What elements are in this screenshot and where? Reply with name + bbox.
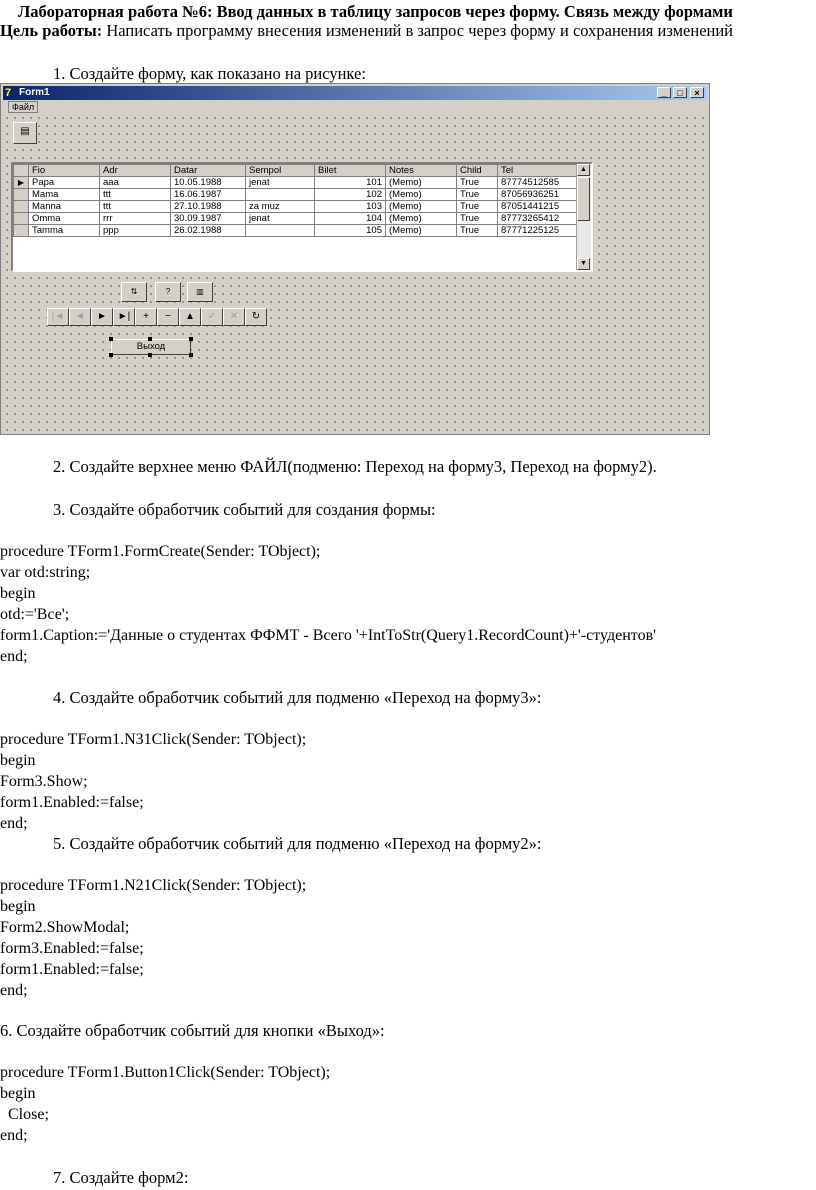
grid-cell[interactable]: 87773265412 xyxy=(498,213,585,225)
grid-cell[interactable]: 87771225125 xyxy=(498,225,585,237)
grid-cell[interactable]: Omma xyxy=(29,213,100,225)
code-line: end; xyxy=(0,648,28,665)
code-line: end; xyxy=(0,815,28,832)
mainmenu-component-icon[interactable]: ▤ xyxy=(13,122,37,144)
grid-cell[interactable]: 87056936251 xyxy=(498,189,585,201)
grid-cell[interactable]: 101 xyxy=(315,177,386,189)
exit-button[interactable]: Выход xyxy=(111,339,191,355)
grid-cell[interactable]: 10.05.1988 xyxy=(171,177,246,189)
grid-cell[interactable]: (Memo) xyxy=(386,189,457,201)
grid-table xyxy=(13,164,585,237)
menu-file[interactable]: Файл xyxy=(8,101,38,113)
grid-cell[interactable]: True xyxy=(457,177,498,189)
code-line: otd:='Все'; xyxy=(0,606,70,623)
code-n31click xyxy=(0,729,306,834)
grid-cell[interactable]: (Memo) xyxy=(386,213,457,225)
grid-cell[interactable]: jenat xyxy=(246,213,315,225)
code-line: begin xyxy=(0,585,36,602)
db-navigator xyxy=(47,308,267,326)
code-line: begin xyxy=(0,898,36,915)
goal-label: Цель работы: xyxy=(0,21,103,40)
dbgrid[interactable] xyxy=(11,162,593,272)
row-indicator xyxy=(14,213,29,225)
column-header-fio[interactable]: Fio xyxy=(29,165,100,177)
step-5: 5. Создайте обработчик событий для подменю «Переход на форму2»: xyxy=(53,834,542,853)
grid-cell[interactable]: (Memo) xyxy=(386,201,457,213)
grid-cell[interactable]: (Memo) xyxy=(386,177,457,189)
grid-cell[interactable]: ttt xyxy=(100,201,171,213)
column-header-sempol[interactable]: Sempol xyxy=(246,165,315,177)
grid-cell[interactable]: 30.09.1987 xyxy=(171,213,246,225)
column-header-adr[interactable]: Adr xyxy=(100,165,171,177)
column-header-tel[interactable]: Tel xyxy=(498,165,585,177)
grid-cell[interactable]: Tamma xyxy=(29,225,100,237)
nav-refresh-icon[interactable]: ↻ xyxy=(245,308,267,326)
nav-last-icon[interactable]: ►| xyxy=(113,308,135,326)
column-header-bilet[interactable]: Bilet xyxy=(315,165,386,177)
code-line: form1.Caption:='Данные о студентах ФФМТ - Всего '+IntToStr(Query1.RecordCount)+'-студентов' xyxy=(0,627,657,644)
step-2: 2. Создайте верхнее меню ФАЙЛ(подменю: Переход на форму3, Переход на форму2). xyxy=(53,457,657,476)
step-3: 3. Создайте обработчик событий для создания формы: xyxy=(53,500,436,519)
selection-handle xyxy=(148,353,152,357)
grid-cell[interactable]: 87774512585 xyxy=(498,177,585,189)
row-indicator xyxy=(14,201,29,213)
code-line: Form3.Show; xyxy=(0,773,88,790)
scroll-up-icon[interactable]: ▲ xyxy=(577,164,590,176)
menu-bar xyxy=(3,101,707,113)
code-line: procedure TForm1.Button1Click(Sender: TObject); xyxy=(0,1064,331,1081)
code-button1click xyxy=(0,1062,330,1146)
delphi-icon: 7 xyxy=(5,87,12,99)
grid-cell[interactable]: (Memo) xyxy=(386,225,457,237)
grid-cell[interactable]: 103 xyxy=(315,201,386,213)
code-line: begin xyxy=(0,752,36,769)
nav-next-icon[interactable]: ► xyxy=(91,308,113,326)
grid-cell[interactable]: ttt xyxy=(100,189,171,201)
column-header-datar[interactable]: Datar xyxy=(171,165,246,177)
grid-cell[interactable]: 102 xyxy=(315,189,386,201)
scroll-thumb[interactable] xyxy=(577,177,590,221)
nav-prior-icon[interactable]: ◄ xyxy=(69,308,91,326)
selection-handle xyxy=(109,353,113,357)
code-line: procedure TForm1.N31Click(Sender: TObject); xyxy=(0,731,307,748)
grid-corner xyxy=(14,165,29,177)
step-6: 6. Создайте обработчик событий для кнопки «Выход»: xyxy=(0,1021,385,1040)
grid-cell[interactable] xyxy=(246,189,315,201)
code-line: end; xyxy=(0,982,28,999)
grid-cell[interactable]: True xyxy=(457,225,498,237)
form1-window xyxy=(0,83,710,435)
grid-cell[interactable]: rrr xyxy=(100,213,171,225)
row-indicator xyxy=(14,189,29,201)
grid-cell[interactable]: Papa xyxy=(29,177,100,189)
code-line: form3.Enabled:=false; xyxy=(0,940,144,957)
row-indicator xyxy=(14,225,29,237)
selection-handle xyxy=(148,337,152,341)
code-line: end; xyxy=(0,1127,28,1144)
nav-insert-icon[interactable]: + xyxy=(135,308,157,326)
grid-header-row xyxy=(14,165,585,177)
grid-cell[interactable]: aaa xyxy=(100,177,171,189)
grid-cell[interactable]: 87051441215 xyxy=(498,201,585,213)
datasource-component-icon[interactable]: ⇅ xyxy=(121,282,147,302)
code-line: procedure TForm1.FormCreate(Sender: TObject); xyxy=(0,543,321,560)
document-title: Лабораторная работа №6: Ввод данных в таблицу запросов через форму. Связь между формами xyxy=(18,2,733,21)
grid-cell[interactable]: 27.10.1988 xyxy=(171,201,246,213)
table-component-icon[interactable]: ▥ xyxy=(187,282,213,302)
table-row[interactable] xyxy=(14,201,585,213)
goal-text: Написать программу внесения изменений в запрос через форму и сохранения изменений xyxy=(102,21,734,40)
selection-handle xyxy=(189,337,193,341)
grid-cell[interactable]: Mama xyxy=(29,189,100,201)
scroll-down-icon[interactable]: ▼ xyxy=(577,258,590,270)
grid-cell[interactable]: True xyxy=(457,213,498,225)
code-line: form1.Enabled:=false; xyxy=(0,961,144,978)
step-7: 7. Создайте форм2: xyxy=(53,1168,189,1187)
window-titlebar xyxy=(3,86,707,100)
window-caption: Form1 xyxy=(19,87,50,98)
nav-delete-icon[interactable]: − xyxy=(157,308,179,326)
column-header-child[interactable]: Child xyxy=(457,165,498,177)
grid-cell[interactable]: True xyxy=(457,189,498,201)
grid-cell[interactable]: 16.06.1987 xyxy=(171,189,246,201)
table-row[interactable] xyxy=(14,177,585,189)
maximize-button[interactable]: □ xyxy=(673,87,687,98)
grid-cell[interactable]: 26.02.1988 xyxy=(171,225,246,237)
nav-cancel-icon[interactable]: ✕ xyxy=(223,308,245,326)
table-row[interactable] xyxy=(14,225,585,237)
current-row-indicator-icon: ▶ xyxy=(14,177,29,189)
code-formcreate xyxy=(0,541,656,667)
code-n21click xyxy=(0,875,306,1001)
table-row[interactable] xyxy=(14,189,585,201)
code-line: procedure TForm1.N21Click(Sender: TObject); xyxy=(0,877,307,894)
grid-scrollbar[interactable] xyxy=(576,164,591,270)
close-button[interactable]: × xyxy=(690,87,704,98)
grid-cell[interactable]: za muz xyxy=(246,201,315,213)
nav-first-icon[interactable]: |◄ xyxy=(47,308,69,326)
goal-line xyxy=(0,21,733,41)
minimize-button[interactable]: _ xyxy=(657,87,671,98)
table-row[interactable] xyxy=(14,213,585,225)
grid-cell[interactable]: 105 xyxy=(315,225,386,237)
code-line: begin xyxy=(0,1085,36,1102)
grid-cell[interactable]: 104 xyxy=(315,213,386,225)
step-4: 4. Создайте обработчик событий для подменю «Переход на форму3»: xyxy=(53,688,542,707)
nav-edit-icon[interactable]: ▲ xyxy=(179,308,201,326)
grid-cell[interactable]: ppp xyxy=(100,225,171,237)
selection-handle xyxy=(189,353,193,357)
column-header-notes[interactable]: Notes xyxy=(386,165,457,177)
code-line: var otd:string; xyxy=(0,564,91,581)
code-line: Form2.ShowModal; xyxy=(0,919,130,936)
query-component-icon[interactable]: ? xyxy=(155,282,181,302)
code-line: form1.Enabled:=false; xyxy=(0,794,144,811)
grid-cell[interactable]: True xyxy=(457,201,498,213)
code-line: Close; xyxy=(0,1106,49,1123)
selection-handle xyxy=(109,337,113,341)
grid-cell[interactable] xyxy=(246,225,315,237)
grid-cell[interactable]: jenat xyxy=(246,177,315,189)
grid-cell[interactable]: Manna xyxy=(29,201,100,213)
form-client-area xyxy=(3,114,707,432)
nav-post-icon[interactable]: ✓ xyxy=(201,308,223,326)
step-1: 1. Создайте форму, как показано на рисунке: xyxy=(53,64,366,83)
